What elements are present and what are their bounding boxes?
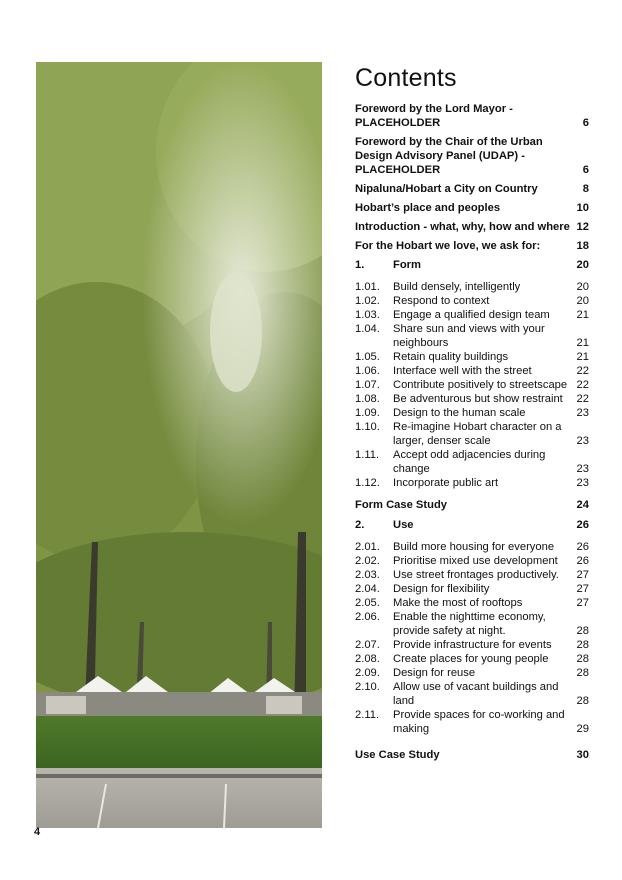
toc-item-entry[interactable]: [355, 680, 589, 708]
toc-entry-page: 27: [576, 597, 589, 609]
toc-entry-number: 1.07.: [355, 379, 380, 391]
toc-item-entry[interactable]: [355, 350, 589, 364]
toc-entry-label: Foreword by the Chair of the Urban Design Advisory Panel (UDAP) - PLACEHOLDER: [355, 136, 543, 176]
toc-entry-label: Provide spaces for co-working and making: [393, 709, 565, 735]
toc-entry-number: 2.11.: [355, 709, 380, 721]
toc-entry-label: Interface well with the street: [393, 365, 532, 377]
toc-entry-label: Use Case Study: [355, 749, 440, 761]
toc-section-entry[interactable]: [355, 239, 589, 253]
toc-item-entry[interactable]: [355, 448, 589, 476]
toc-item-entry[interactable]: [355, 280, 589, 294]
toc-section-entry[interactable]: [355, 748, 589, 762]
toc-entry-label: Introduction - what, why, how and where: [355, 221, 570, 233]
toc-item-entry[interactable]: [355, 708, 589, 736]
toc-entry-label: Retain quality buildings: [393, 351, 509, 363]
toc-entry-label: Respond to context: [393, 295, 490, 307]
toc-entry-page: 10: [576, 202, 589, 214]
toc-entry-label: Allow use of vacant buildings and land: [393, 681, 559, 707]
toc-entry-number: 2.05.: [355, 597, 380, 609]
toc-item-entry[interactable]: [355, 294, 589, 308]
toc-entries: [355, 102, 589, 762]
toc-section-entry[interactable]: [355, 135, 589, 177]
toc-entry-page: 30: [576, 749, 589, 761]
toc-entry-page: 20: [576, 295, 589, 307]
toc-entry-page: 23: [576, 477, 589, 489]
toc-entry-page: 28: [576, 667, 589, 679]
toc-entry-label: Re-imagine Hobart character on a larger, denser scale: [393, 421, 562, 447]
toc-entry-label: Build more housing for everyone: [393, 541, 555, 553]
toc-entry-number: 1.09.: [355, 407, 380, 419]
toc-item-entry[interactable]: [355, 406, 589, 420]
photo-illustration: [36, 62, 322, 828]
toc-entry-number: 1.: [355, 259, 365, 271]
toc-entry-page: 26: [576, 541, 589, 553]
toc-entry-label: Provide infrastructure for events: [393, 639, 552, 651]
toc-item-entry[interactable]: [355, 610, 589, 638]
toc-entry-label: Design for flexibility: [393, 583, 490, 595]
toc-item-entry[interactable]: [355, 476, 589, 490]
toc-entry-label: Engage a qualified design team: [393, 309, 550, 321]
toc-entry-page: 21: [576, 337, 589, 349]
toc-section-entry[interactable]: [355, 182, 589, 196]
toc-entry-page: 27: [576, 569, 589, 581]
toc-section-entry[interactable]: [355, 102, 589, 130]
toc-entry-page: 29: [576, 723, 589, 735]
toc-entry-number: 1.03.: [355, 309, 380, 321]
toc-entry-page: 21: [576, 351, 589, 363]
toc-entry-number: 2.10.: [355, 681, 380, 693]
toc-entry-number: 2.07.: [355, 639, 380, 651]
toc-entry-page: 18: [576, 240, 589, 252]
toc-entry-number: 1.12.: [355, 477, 380, 489]
toc-entry-label: Design to the human scale: [393, 407, 526, 419]
page-number: 4: [34, 826, 41, 838]
toc-entry-label: Hobart’s place and peoples: [355, 202, 501, 214]
toc-entry-page: 21: [576, 309, 589, 321]
toc-entry-label: Make the most of rooftops: [393, 597, 523, 609]
toc-item-entry[interactable]: [355, 666, 589, 680]
toc-entry-page: 8: [582, 183, 589, 195]
toc-entry-number: 2.: [355, 519, 365, 531]
toc-item-entry[interactable]: [355, 420, 589, 448]
toc-entry-page: 26: [576, 555, 589, 567]
toc-item-entry[interactable]: [355, 638, 589, 652]
toc-entry-page: 23: [576, 407, 589, 419]
toc-entry-label: Contribute positively to streetscape: [393, 379, 568, 391]
toc-entry-number: 2.06.: [355, 611, 380, 623]
toc-item-entry[interactable]: [355, 582, 589, 596]
toc-item-entry[interactable]: [355, 392, 589, 406]
toc-item-entry[interactable]: [355, 568, 589, 582]
toc-entry-label: Incorporate public art: [393, 477, 499, 489]
toc-entry-page: 28: [576, 695, 589, 707]
tree-avenue-photo: [36, 62, 322, 828]
toc-entry-number: 1.10.: [355, 421, 380, 433]
toc-entry-number: 1.08.: [355, 393, 380, 405]
toc-entry-number: 1.01.: [355, 281, 380, 293]
toc-item-entry[interactable]: [355, 364, 589, 378]
toc-entry-label: Be adventurous but show restraint: [393, 393, 563, 405]
toc-entry-label: Create places for young people: [393, 653, 549, 665]
toc-entry-page: 20: [576, 259, 589, 271]
toc-entry-number: 2.02.: [355, 555, 380, 567]
toc-entry-page: 22: [576, 365, 589, 377]
toc-item-entry[interactable]: [355, 322, 589, 350]
toc-entry-page: 27: [576, 583, 589, 595]
toc-item-entry[interactable]: [355, 308, 589, 322]
toc-entry-page: 24: [576, 499, 589, 511]
table-of-contents: [355, 64, 589, 762]
toc-entry-number: 1.04.: [355, 323, 380, 335]
toc-section-entry[interactable]: [355, 498, 589, 512]
page-title: Contents: [355, 64, 457, 92]
toc-entry-number: 1.06.: [355, 365, 380, 377]
toc-entry-label: Enable the nighttime economy, provide safety at night.: [393, 611, 546, 637]
toc-item-entry[interactable]: [355, 652, 589, 666]
toc-section-entry[interactable]: [355, 258, 589, 272]
toc-entry-label: Use street frontages productively.: [393, 569, 559, 581]
toc-entry-page: 22: [576, 379, 589, 391]
toc-item-entry[interactable]: [355, 540, 589, 554]
toc-entry-page: 28: [576, 639, 589, 651]
toc-entry-label: Prioritise mixed use development: [393, 555, 558, 567]
toc-entry-label: Nipaluna/Hobart a City on Country: [355, 183, 538, 195]
toc-entry-label: Form Case Study: [355, 499, 448, 511]
toc-section-entry[interactable]: [355, 220, 589, 234]
toc-item-entry[interactable]: [355, 554, 589, 568]
toc-entry-number: 2.08.: [355, 653, 380, 665]
toc-entry-page: 20: [576, 281, 589, 293]
toc-entry-page: 26: [576, 519, 589, 531]
toc-entry-page: 23: [576, 435, 589, 447]
toc-entry-number: 2.03.: [355, 569, 380, 581]
toc-entry-page: 12: [576, 221, 589, 233]
toc-section-entry[interactable]: [355, 518, 589, 532]
toc-entry-page: 22: [576, 393, 589, 405]
toc-entry-label: Share sun and views with your neighbours: [393, 323, 545, 349]
toc-entry-number: 2.04.: [355, 583, 380, 595]
toc-entry-page: 28: [576, 625, 589, 637]
toc-entry-label: Build densely, intelligently: [393, 281, 521, 293]
toc-entry-label: Design for reuse: [393, 667, 476, 679]
toc-entry-page: 23: [576, 463, 589, 475]
toc-entry-label: Use: [393, 519, 414, 531]
toc-entry-number: 1.11.: [355, 449, 380, 461]
toc-entry-label: Foreword by the Lord Mayor - PLACEHOLDER: [355, 103, 513, 129]
toc-item-entry[interactable]: [355, 378, 589, 392]
toc-entry-label: For the Hobart we love, we ask for:: [355, 240, 541, 252]
toc-entry-label: Accept odd adjacencies during change: [393, 449, 546, 475]
toc-entry-page: 6: [582, 117, 589, 129]
toc-entry-page: 6: [582, 164, 589, 176]
toc-entry-label: Form: [393, 259, 421, 271]
toc-entry-number: 2.09.: [355, 667, 380, 679]
toc-entry-page: 28: [576, 653, 589, 665]
toc-entry-number: 1.05.: [355, 351, 380, 363]
toc-section-entry[interactable]: [355, 201, 589, 215]
toc-item-entry[interactable]: [355, 596, 589, 610]
toc-entry-number: 2.01.: [355, 541, 380, 553]
toc-entry-number: 1.02.: [355, 295, 380, 307]
